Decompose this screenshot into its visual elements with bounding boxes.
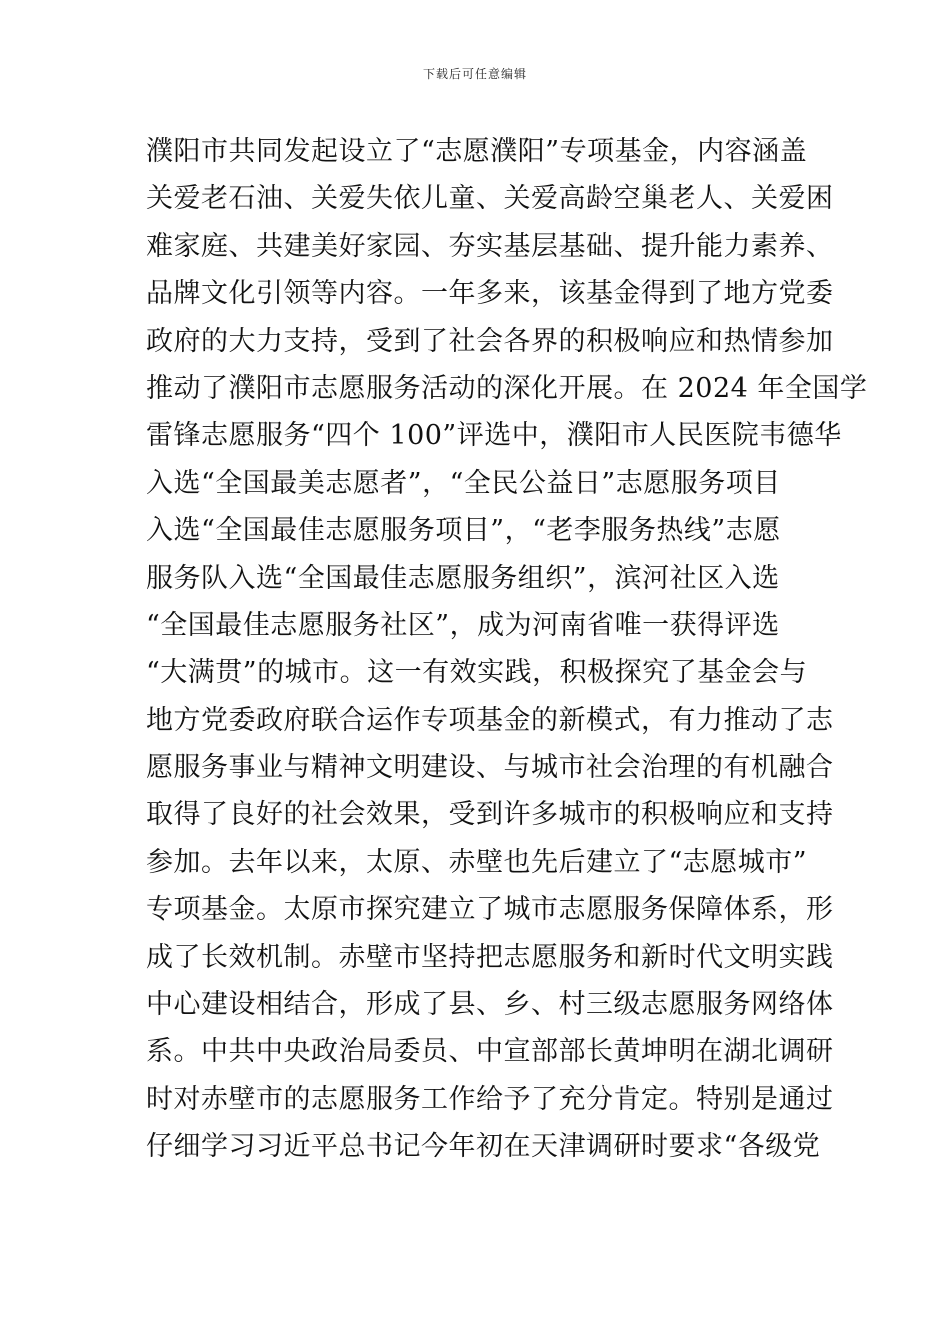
body-line: 中心建设相结合，形成了县、乡、村三级志愿服务网络体 (146, 989, 834, 1021)
body-line: 服务队入选“全国最佳志愿服务组织”，滨河社区入选 (146, 562, 780, 594)
body-line: 愿服务事业与精神文明建设、与城市社会治理的有机融合 (146, 752, 834, 784)
body-line: 政府的大力支持，受到了社会各界的积极响应和热情参加 (146, 325, 834, 357)
body-line: 仔细学习习近平总书记今年初在天津调研时要求“各级党 (146, 1131, 821, 1163)
body-line: “全国最佳志愿服务社区”，成为河南省唯一获得评选 (146, 609, 780, 641)
body-line: 时对赤壁市的志愿服务工作给予了充分肯定。特别是通过 (146, 1083, 834, 1115)
body-line: 专项基金。太原市探究建立了城市志愿服务保障体系，形 (146, 894, 834, 926)
body-line: 系。中共中央政治局委员、中宣部部长黄坤明在湖北调研 (146, 1036, 834, 1068)
body-line: “大满贯”的城市。这一有效实践，积极探究了基金会与 (146, 657, 808, 689)
body-line: 难家庭、共建美好家园、夯实基层基础、提升能力素养、 (146, 230, 834, 262)
body-line: 关爱老石油、关爱失依儿童、关爱高龄空巢老人、关爱困 (146, 183, 834, 215)
body-line: 雷锋志愿服务“四个 100”评选中，濮阳市人民医院韦德华 (146, 420, 842, 452)
body-line: 入选“全国最美志愿者”，“全民公益日”志愿服务项目 (146, 467, 781, 499)
body-line: 参加。去年以来，太原、赤壁也先后建立了“志愿城市” (146, 846, 808, 878)
document-body (146, 128, 868, 1171)
body-line: 取得了良好的社会效果，受到许多城市的积极响应和支持 (146, 799, 834, 831)
page-header: 下载后可任意编辑 (422, 67, 527, 81)
body-line: 地方党委政府联合运作专项基金的新模式，有力推动了志 (146, 704, 834, 736)
body-line: 品牌文化引领等内容。一年多来，该基金得到了地方党委 (146, 278, 834, 310)
body-line: 推动了濮阳市志愿服务活动的深化开展。在 2024 年全国学 (146, 372, 868, 404)
body-line: 濮阳市共同发起设立了“志愿濮阳”专项基金，内容涵盖 (146, 136, 808, 167)
body-line: 成了长效机制。赤壁市坚持把志愿服务和新时代文明实践 (146, 941, 834, 973)
body-line: 入选“全国最佳志愿服务项目”，“老李服务热线”志愿 (146, 515, 781, 547)
